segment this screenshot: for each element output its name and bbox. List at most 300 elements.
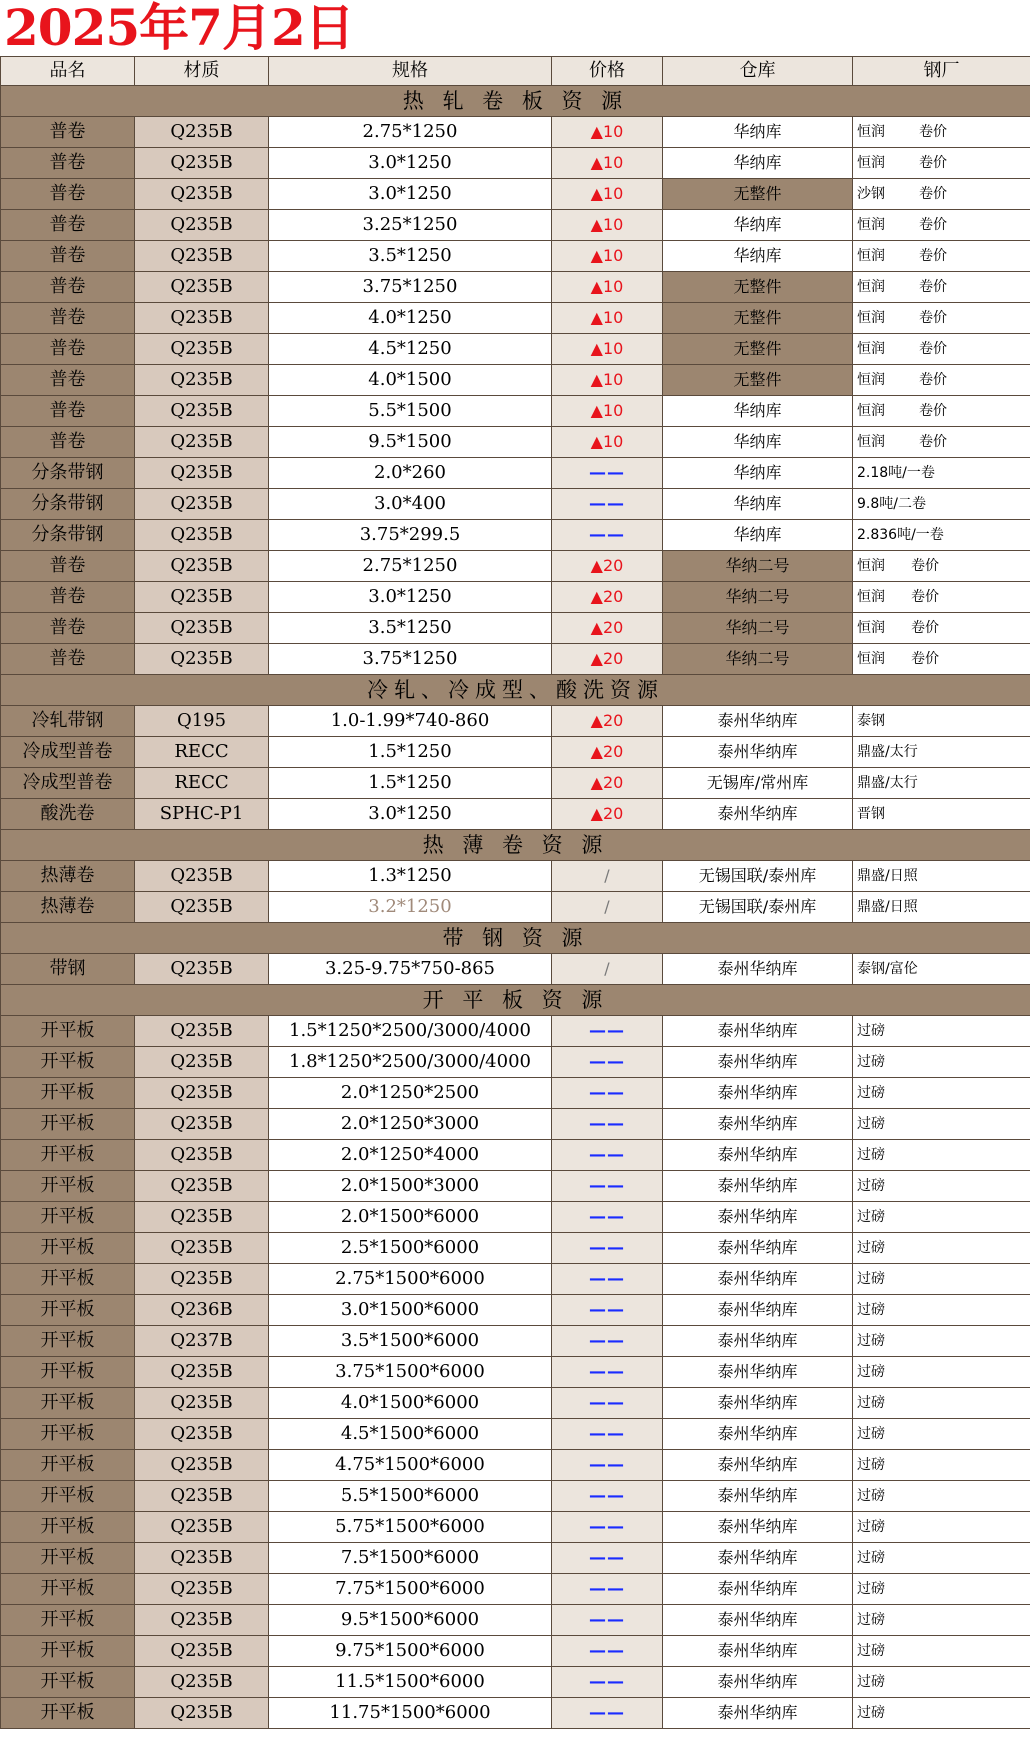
- table-row: [1, 1450, 1030, 1481]
- product-name-cell: 带钢: [1, 954, 135, 985]
- material-cell: Q235B: [135, 272, 269, 303]
- mill-name: 过磅: [857, 1457, 885, 1473]
- mill-cell: [853, 1698, 1030, 1729]
- material-cell: Q235B: [135, 1698, 269, 1729]
- price-value: ▲10: [590, 122, 624, 141]
- material-cell: Q235B: [135, 210, 269, 241]
- spec-cell: 2.0*1250*4000: [269, 1140, 552, 1171]
- mill-cell: [853, 117, 1030, 148]
- product-name-cell: 普卷: [1, 613, 135, 644]
- mill-cell: [853, 1233, 1030, 1264]
- spec-cell: 2.0*1250*2500: [269, 1078, 552, 1109]
- product-name-cell: 开平板: [1, 1543, 135, 1574]
- price-cell: [552, 1450, 663, 1481]
- mill-cell: [853, 644, 1030, 675]
- price-basis-tag: 卷价: [919, 124, 947, 140]
- table-row: [1, 1419, 1030, 1450]
- material-cell: Q235B: [135, 179, 269, 210]
- spec-cell: 3.0*1250: [269, 582, 552, 613]
- mill-name: 过磅: [857, 1581, 885, 1597]
- spec-cell: 3.75*299.5: [269, 520, 552, 551]
- price-basis-tag: 卷价: [919, 279, 947, 295]
- section-header-row: [1, 985, 1030, 1016]
- mill-cell: [853, 427, 1030, 458]
- table-row: [1, 892, 1030, 923]
- price-value: ▲10: [590, 277, 624, 296]
- warehouse-cell: 泰州华纳库: [663, 1419, 853, 1450]
- spec-cell: 5.75*1500*6000: [269, 1512, 552, 1543]
- price-value: ——: [589, 1455, 625, 1475]
- warehouse-cell: 泰州华纳库: [663, 1388, 853, 1419]
- warehouse-cell: 华纳二号: [663, 644, 853, 675]
- mill-name: 泰钢: [857, 713, 885, 729]
- table-row: [1, 148, 1030, 179]
- mill-name: 过磅: [857, 1302, 885, 1318]
- material-cell: Q235B: [135, 303, 269, 334]
- warehouse-cell: 华纳库: [663, 148, 853, 179]
- price-value: ▲20: [590, 556, 624, 575]
- product-name-cell: 开平板: [1, 1605, 135, 1636]
- table-row: [1, 1512, 1030, 1543]
- mill-name: 过磅: [857, 1705, 885, 1721]
- price-cell: [552, 272, 663, 303]
- spec-cell: 3.0*1250: [269, 148, 552, 179]
- spec-cell: 3.25*1250: [269, 210, 552, 241]
- warehouse-cell: 华纳库: [663, 458, 853, 489]
- warehouse-cell: 泰州华纳库: [663, 1047, 853, 1078]
- price-cell: [552, 1698, 663, 1729]
- section-title: 热 轧 卷 板 资 源: [1, 86, 1030, 117]
- mill-name: 过磅: [857, 1240, 885, 1256]
- price-cell: [552, 1605, 663, 1636]
- mill-cell: [853, 1605, 1030, 1636]
- mill-name: 过磅: [857, 1209, 885, 1225]
- table-row: [1, 799, 1030, 830]
- price-table: [0, 56, 1030, 1729]
- price-cell: [552, 768, 663, 799]
- mill-name: 恒润: [857, 434, 885, 450]
- product-name-cell: 开平板: [1, 1388, 135, 1419]
- price-cell: [552, 427, 663, 458]
- material-cell: Q235B: [135, 861, 269, 892]
- product-name-cell: 普卷: [1, 582, 135, 613]
- table-row: [1, 582, 1030, 613]
- warehouse-cell: 泰州华纳库: [663, 1512, 853, 1543]
- price-cell: [552, 1388, 663, 1419]
- warehouse-cell: 泰州华纳库: [663, 1450, 853, 1481]
- table-row: [1, 303, 1030, 334]
- mill-cell: [853, 520, 1030, 551]
- product-name-cell: 开平板: [1, 1450, 135, 1481]
- table-row: [1, 1605, 1030, 1636]
- price-value: ——: [589, 1300, 625, 1320]
- price-value: ——: [589, 1052, 625, 1072]
- table-row: [1, 520, 1030, 551]
- price-value: ——: [589, 1610, 625, 1630]
- table-row: [1, 1574, 1030, 1605]
- mill-cell: [853, 613, 1030, 644]
- product-name-cell: 开平板: [1, 1140, 135, 1171]
- mill-name: 过磅: [857, 1271, 885, 1287]
- mill-cell: [853, 1326, 1030, 1357]
- mill-cell: [853, 861, 1030, 892]
- spec-cell: 2.0*1500*3000: [269, 1171, 552, 1202]
- spec-cell: 3.5*1250: [269, 613, 552, 644]
- price-value: ——: [589, 1703, 625, 1723]
- spec-cell: 4.5*1250: [269, 334, 552, 365]
- price-value: /: [604, 959, 610, 978]
- material-cell: Q235B: [135, 1078, 269, 1109]
- product-name-cell: 开平板: [1, 1667, 135, 1698]
- price-cell: [552, 1574, 663, 1605]
- mill-name: 鼎盛/太行: [857, 744, 918, 760]
- warehouse-cell: 泰州华纳库: [663, 1574, 853, 1605]
- mill-name: 过磅: [857, 1364, 885, 1380]
- table-row: [1, 1016, 1030, 1047]
- price-value: ▲10: [590, 370, 624, 389]
- mill-name: 9.8吨/二卷: [857, 496, 926, 512]
- spec-cell: 5.5*1500*6000: [269, 1481, 552, 1512]
- product-name-cell: 开平板: [1, 1698, 135, 1729]
- price-basis-tag: 卷价: [919, 434, 947, 450]
- spec-cell: 3.0*1500*6000: [269, 1295, 552, 1326]
- price-basis-tag: 卷价: [919, 155, 947, 171]
- price-basis-tag: 卷价: [919, 341, 947, 357]
- mill-cell: [853, 954, 1030, 985]
- material-cell: Q235B: [135, 1512, 269, 1543]
- mill-name: 过磅: [857, 1488, 885, 1504]
- material-cell: Q235B: [135, 1419, 269, 1450]
- mill-cell: [853, 768, 1030, 799]
- price-cell: [552, 334, 663, 365]
- price-value: ——: [589, 1114, 625, 1134]
- price-cell: [552, 706, 663, 737]
- product-name-cell: 普卷: [1, 365, 135, 396]
- mill-name: 过磅: [857, 1178, 885, 1194]
- table-row: [1, 1698, 1030, 1729]
- material-cell: Q235B: [135, 1605, 269, 1636]
- mill-name: 恒润: [857, 589, 885, 605]
- warehouse-cell: 泰州华纳库: [663, 1171, 853, 1202]
- warehouse-cell: 泰州华纳库: [663, 1016, 853, 1047]
- mill-cell: [853, 458, 1030, 489]
- mill-name: 晋钢: [857, 806, 885, 822]
- price-value: ——: [589, 1517, 625, 1537]
- mill-name: 过磅: [857, 1333, 885, 1349]
- warehouse-cell: 泰州华纳库: [663, 799, 853, 830]
- spec-cell: 2.75*1250: [269, 117, 552, 148]
- mill-cell: [853, 1419, 1030, 1450]
- section-header-row: [1, 675, 1030, 706]
- mill-cell: [853, 1047, 1030, 1078]
- price-cell: [552, 861, 663, 892]
- mill-name: 鼎盛/日照: [857, 868, 918, 884]
- mill-name: 恒润: [857, 620, 885, 636]
- spec-cell: 3.0*1250: [269, 799, 552, 830]
- spec-cell: 7.5*1500*6000: [269, 1543, 552, 1574]
- material-cell: Q235B: [135, 117, 269, 148]
- table-row: [1, 768, 1030, 799]
- warehouse-cell: 泰州华纳库: [663, 1357, 853, 1388]
- price-value: ▲20: [590, 773, 624, 792]
- price-value: ——: [589, 1486, 625, 1506]
- spec-cell: 3.0*1250: [269, 179, 552, 210]
- mill-name: 过磅: [857, 1643, 885, 1659]
- mill-name: 泰钢/富伦: [857, 961, 918, 977]
- mill-cell: [853, 1016, 1030, 1047]
- spec-cell: 4.0*1250: [269, 303, 552, 334]
- table-row: [1, 334, 1030, 365]
- price-cell: [552, 117, 663, 148]
- warehouse-cell: 泰州华纳库: [663, 1078, 853, 1109]
- price-cell: [552, 1233, 663, 1264]
- table-row: [1, 427, 1030, 458]
- price-cell: [552, 396, 663, 427]
- price-value: ▲20: [590, 618, 624, 637]
- product-name-cell: 开平板: [1, 1047, 135, 1078]
- price-value: ——: [589, 1083, 625, 1103]
- mill-cell: [853, 303, 1030, 334]
- material-cell: Q235B: [135, 644, 269, 675]
- product-name-cell: 分条带钢: [1, 520, 135, 551]
- warehouse-cell: 无锡库/常州库: [663, 768, 853, 799]
- price-cell: [552, 1326, 663, 1357]
- price-value: ——: [589, 1145, 625, 1165]
- spec-cell: 1.5*1250: [269, 768, 552, 799]
- price-basis-tag: 卷价: [919, 248, 947, 264]
- material-cell: SPHC-P1: [135, 799, 269, 830]
- material-cell: Q235B: [135, 1202, 269, 1233]
- product-name-cell: 开平板: [1, 1264, 135, 1295]
- price-cell: [552, 737, 663, 768]
- price-cell: [552, 1202, 663, 1233]
- mill-cell: [853, 396, 1030, 427]
- material-cell: Q235B: [135, 1264, 269, 1295]
- warehouse-cell: 泰州华纳库: [663, 1481, 853, 1512]
- product-name-cell: 冷成型普卷: [1, 768, 135, 799]
- mill-name: 过磅: [857, 1612, 885, 1628]
- warehouse-cell: 泰州华纳库: [663, 1543, 853, 1574]
- mill-name: 过磅: [857, 1674, 885, 1690]
- mill-name: 恒润: [857, 341, 885, 357]
- mill-name: 恒润: [857, 372, 885, 388]
- product-name-cell: 普卷: [1, 551, 135, 582]
- spec-cell: 2.5*1500*6000: [269, 1233, 552, 1264]
- material-cell: Q235B: [135, 365, 269, 396]
- price-value: ——: [589, 1424, 625, 1444]
- table-row: [1, 489, 1030, 520]
- price-value: ▲10: [590, 215, 624, 234]
- price-value: ▲20: [590, 649, 624, 668]
- page-title: 2025年7月2日: [4, 0, 354, 57]
- price-basis-tag: 卷价: [911, 589, 939, 605]
- material-cell: Q235B: [135, 1109, 269, 1140]
- table-row: [1, 706, 1030, 737]
- mill-cell: [853, 272, 1030, 303]
- price-cell: [552, 892, 663, 923]
- product-name-cell: 开平板: [1, 1078, 135, 1109]
- mill-cell: [853, 1388, 1030, 1419]
- mill-name: 鼎盛/太行: [857, 775, 918, 791]
- warehouse-cell: 无整件: [663, 365, 853, 396]
- product-name-cell: 开平板: [1, 1233, 135, 1264]
- mill-name: 2.836吨/一卷: [857, 527, 944, 543]
- table-row: [1, 1388, 1030, 1419]
- warehouse-cell: 泰州华纳库: [663, 1140, 853, 1171]
- price-value: ▲10: [590, 184, 624, 203]
- table-row: [1, 210, 1030, 241]
- table-row: [1, 1264, 1030, 1295]
- header-warehouse: 仓库: [663, 57, 853, 86]
- mill-name: 恒润: [857, 403, 885, 419]
- material-cell: Q235B: [135, 1047, 269, 1078]
- warehouse-cell: 无整件: [663, 179, 853, 210]
- header-mill: 钢厂: [853, 57, 1030, 86]
- warehouse-cell: 无整件: [663, 334, 853, 365]
- product-name-cell: 普卷: [1, 117, 135, 148]
- mill-name: 恒润: [857, 310, 885, 326]
- header-row: [1, 57, 1030, 86]
- mill-cell: [853, 210, 1030, 241]
- price-value: ——: [589, 1548, 625, 1568]
- header-material: 材质: [135, 57, 269, 86]
- warehouse-cell: 华纳库: [663, 489, 853, 520]
- warehouse-cell: 泰州华纳库: [663, 1636, 853, 1667]
- product-name-cell: 开平板: [1, 1326, 135, 1357]
- material-cell: Q195: [135, 706, 269, 737]
- product-name-cell: 普卷: [1, 427, 135, 458]
- price-value: ——: [589, 1579, 625, 1599]
- material-cell: Q235B: [135, 1016, 269, 1047]
- header-price: 价格: [552, 57, 663, 86]
- price-basis-tag: 卷价: [911, 620, 939, 636]
- spec-cell: 2.75*1250: [269, 551, 552, 582]
- material-cell: Q235B: [135, 1636, 269, 1667]
- product-name-cell: 分条带钢: [1, 458, 135, 489]
- price-value: ——: [589, 1331, 625, 1351]
- table-row: [1, 1233, 1030, 1264]
- spec-cell: 7.75*1500*6000: [269, 1574, 552, 1605]
- mill-cell: [853, 551, 1030, 582]
- warehouse-cell: 泰州华纳库: [663, 1326, 853, 1357]
- price-value: ▲10: [590, 153, 624, 172]
- price-value: ——: [589, 463, 625, 483]
- product-name-cell: 开平板: [1, 1171, 135, 1202]
- spec-cell: 4.75*1500*6000: [269, 1450, 552, 1481]
- mill-name: 恒润: [857, 651, 885, 667]
- warehouse-cell: 无整件: [663, 303, 853, 334]
- mill-name: 过磅: [857, 1519, 885, 1535]
- table-row: [1, 954, 1030, 985]
- mill-name: 过磅: [857, 1147, 885, 1163]
- spec-cell: 3.0*400: [269, 489, 552, 520]
- table-row: [1, 551, 1030, 582]
- table-row: [1, 644, 1030, 675]
- spec-cell: 11.75*1500*6000: [269, 1698, 552, 1729]
- spec-cell: 3.25-9.75*750-865: [269, 954, 552, 985]
- mill-cell: [853, 1636, 1030, 1667]
- warehouse-cell: 华纳二号: [663, 551, 853, 582]
- material-cell: Q235B: [135, 1388, 269, 1419]
- mill-cell: [853, 1264, 1030, 1295]
- price-cell: [552, 1140, 663, 1171]
- table-row: [1, 1667, 1030, 1698]
- price-cell: [552, 1295, 663, 1326]
- price-cell: [552, 954, 663, 985]
- spec-cell: 4.0*1500: [269, 365, 552, 396]
- table-row: [1, 1047, 1030, 1078]
- material-cell: Q235B: [135, 520, 269, 551]
- spec-cell: 1.0-1.99*740-860: [269, 706, 552, 737]
- material-cell: Q235B: [135, 458, 269, 489]
- price-cell: [552, 582, 663, 613]
- material-cell: Q235B: [135, 396, 269, 427]
- spec-cell: 9.5*1500*6000: [269, 1605, 552, 1636]
- spec-cell: 2.0*260: [269, 458, 552, 489]
- price-value: ▲10: [590, 246, 624, 265]
- warehouse-cell: 泰州华纳库: [663, 1202, 853, 1233]
- mill-cell: [853, 179, 1030, 210]
- spec-cell: 4.0*1500*6000: [269, 1388, 552, 1419]
- product-name-cell: 普卷: [1, 179, 135, 210]
- mill-cell: [853, 1295, 1030, 1326]
- warehouse-cell: 泰州华纳库: [663, 1233, 853, 1264]
- material-cell: RECC: [135, 768, 269, 799]
- warehouse-cell: 无整件: [663, 272, 853, 303]
- price-cell: [552, 1419, 663, 1450]
- table-row: [1, 1078, 1030, 1109]
- material-cell: Q237B: [135, 1326, 269, 1357]
- spec-cell: 3.75*1250: [269, 272, 552, 303]
- price-value: ——: [589, 494, 625, 514]
- warehouse-cell: 泰州华纳库: [663, 1698, 853, 1729]
- spec-cell: 3.75*1500*6000: [269, 1357, 552, 1388]
- price-cell: [552, 1078, 663, 1109]
- material-cell: Q235B: [135, 1481, 269, 1512]
- spec-cell: 1.8*1250*2500/3000/4000: [269, 1047, 552, 1078]
- warehouse-cell: 华纳库: [663, 117, 853, 148]
- mill-cell: [853, 1543, 1030, 1574]
- mill-cell: [853, 365, 1030, 396]
- warehouse-cell: 华纳二号: [663, 613, 853, 644]
- mill-cell: [853, 1512, 1030, 1543]
- material-cell: Q235B: [135, 1543, 269, 1574]
- mill-cell: [853, 892, 1030, 923]
- price-value: ——: [589, 1207, 625, 1227]
- warehouse-cell: 泰州华纳库: [663, 954, 853, 985]
- spec-cell: 11.5*1500*6000: [269, 1667, 552, 1698]
- mill-cell: [853, 1140, 1030, 1171]
- price-cell: [552, 551, 663, 582]
- table-row: [1, 1357, 1030, 1388]
- price-value: ——: [589, 1672, 625, 1692]
- warehouse-cell: 泰州华纳库: [663, 1109, 853, 1140]
- table-row: [1, 1140, 1030, 1171]
- product-name-cell: 分条带钢: [1, 489, 135, 520]
- table-row: [1, 1481, 1030, 1512]
- price-basis-tag: 卷价: [919, 403, 947, 419]
- warehouse-cell: 华纳库: [663, 520, 853, 551]
- price-cell: [552, 1667, 663, 1698]
- product-name-cell: 普卷: [1, 644, 135, 675]
- price-value: ▲20: [590, 711, 624, 730]
- material-cell: Q236B: [135, 1295, 269, 1326]
- mill-name: 沙钢: [857, 186, 885, 202]
- warehouse-cell: 泰州华纳库: [663, 1295, 853, 1326]
- material-cell: Q235B: [135, 892, 269, 923]
- mill-cell: [853, 799, 1030, 830]
- section-title: 冷轧、冷成型、酸洗资源: [1, 675, 1030, 706]
